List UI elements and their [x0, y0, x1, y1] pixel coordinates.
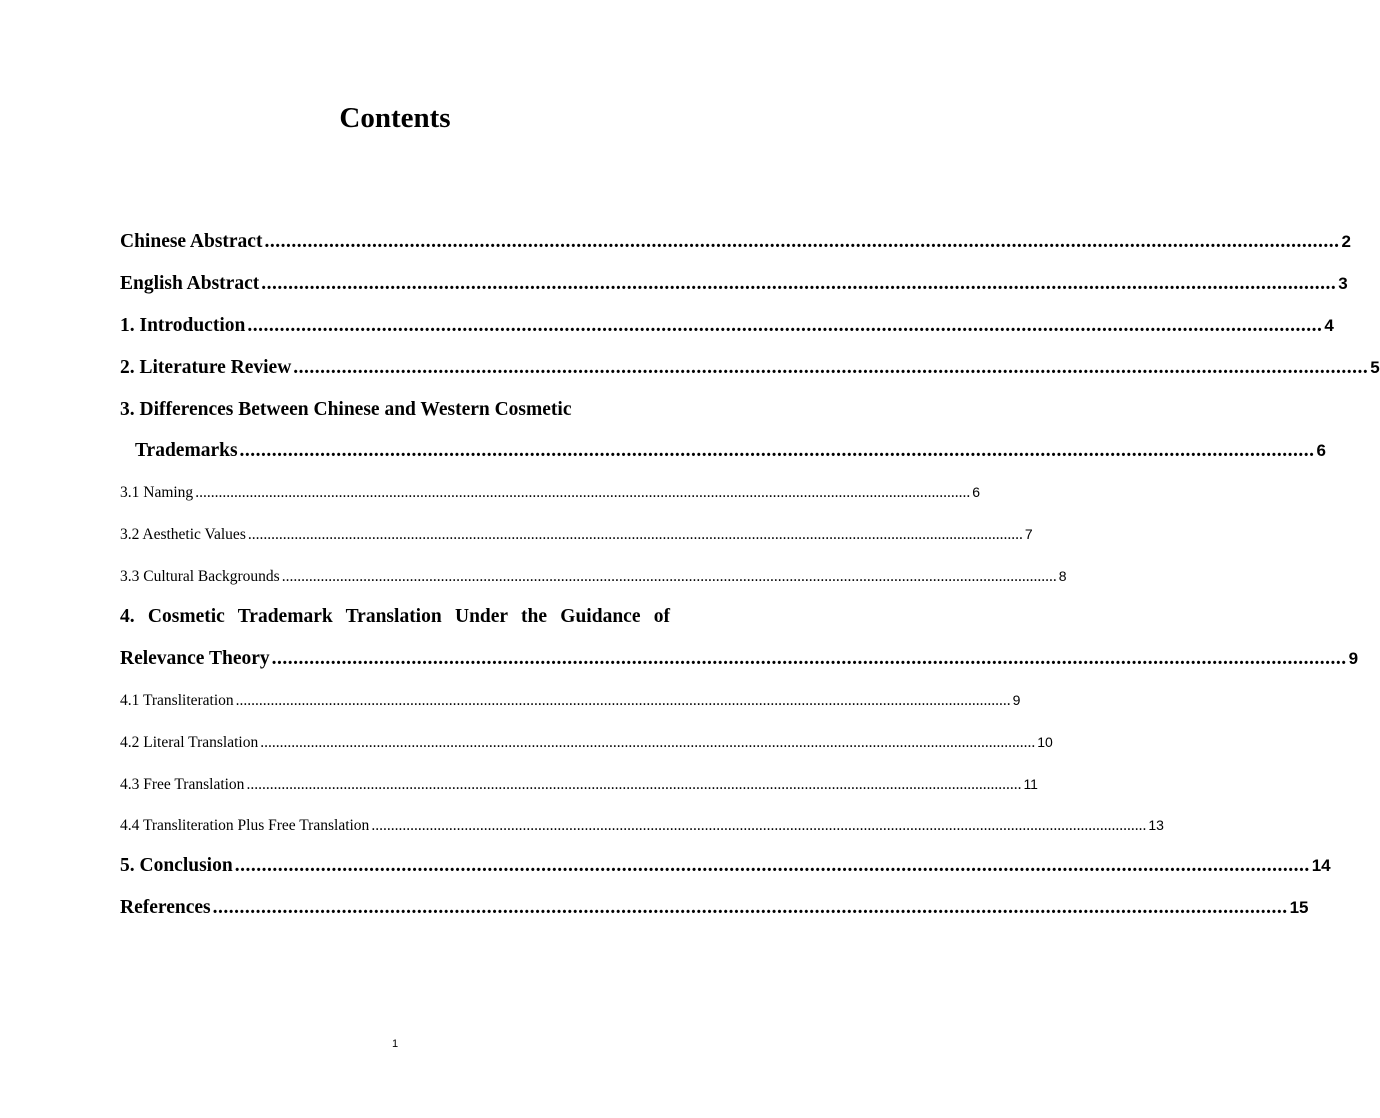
toc-entry-page: 11	[1023, 776, 1038, 792]
toc-entry-page: 4	[1324, 316, 1334, 335]
dot-leader: ........................................................................................................................................................................................................	[281, 568, 1057, 585]
dot-leader: ........................................................................................................................................................................................................	[235, 692, 1011, 709]
dot-leader: ........................................................................................................................................................................................................	[247, 315, 1323, 336]
toc-entry-page: 2	[1341, 232, 1351, 251]
toc-entry-4-2[interactable]	[120, 732, 1053, 753]
toc-entry-label: 4.3 Free Translation	[120, 776, 245, 793]
toc-entry-label: English Abstract	[120, 273, 260, 294]
toc-entry-label: 4.4 Transliteration Plus Free Translation	[120, 817, 370, 834]
toc-entry-references[interactable]	[120, 895, 1309, 921]
page-title: Contents	[339, 102, 451, 134]
toc-entry-english-abstract[interactable]	[120, 271, 1348, 297]
dot-leader: ........................................................................................................................................................................................................	[261, 273, 1337, 294]
toc-entry-page: 15	[1289, 898, 1309, 917]
toc-entry-conclusion[interactable]	[120, 853, 1331, 879]
toc-entry-4-1[interactable]	[120, 690, 1021, 711]
dot-leader: ........................................................................................................................................................................................................	[293, 357, 1369, 378]
toc-entry-label: Trademarks	[135, 440, 238, 461]
toc-entry-label: 3.2 Aesthetic Values	[120, 526, 246, 543]
toc-entry-chinese-abstract[interactable]	[120, 229, 1351, 255]
dot-leader: ........................................................................................................................................................................................................	[212, 897, 1288, 918]
toc-entry-label: 3.3 Cultural Backgrounds	[120, 568, 280, 585]
toc-entry-section3-line1[interactable]: 3. Differences Between Chinese and Western Cosmetic	[120, 399, 572, 420]
toc-entry-page: 5	[1370, 358, 1380, 377]
toc-entry-page: 6	[1316, 441, 1327, 460]
toc-entry-page: 9	[1348, 649, 1359, 668]
dot-leader: ........................................................................................................................................................................................................	[239, 440, 1315, 461]
toc-entry-label: 4.2 Literal Translation	[120, 734, 259, 751]
toc-entry-label: 2. Literature Review	[120, 357, 292, 378]
toc-entry-page: 8	[1058, 568, 1067, 584]
toc-entry-literature-review[interactable]	[120, 355, 1380, 381]
toc-entry-label: Chinese Abstract	[120, 231, 263, 252]
toc-entry-3-3[interactable]	[120, 566, 1067, 587]
toc-entry-page: 14	[1311, 856, 1331, 875]
dot-leader: ........................................................................................................................................................................................................	[271, 648, 1347, 669]
toc-entry-label: 5. Conclusion	[120, 855, 233, 876]
dot-leader: ........................................................................................................................................................................................................	[371, 817, 1147, 834]
toc-entry-page: 13	[1148, 817, 1164, 833]
toc-entry-label: 1. Introduction	[120, 315, 246, 336]
page-number: 1	[391, 1038, 399, 1050]
toc-entry-page: 10	[1037, 734, 1053, 750]
toc-entry-label: 3.1 Naming	[120, 484, 194, 501]
toc-entry-label: Relevance Theory	[120, 648, 270, 669]
toc-entry-4-3[interactable]	[120, 774, 1038, 795]
toc-entry-3-1[interactable]	[120, 482, 980, 503]
dot-leader: ........................................................................................................................................................................................................	[246, 776, 1022, 793]
toc-entry-4-4[interactable]	[120, 815, 1164, 836]
dot-leader: ........................................................................................................................................................................................................	[195, 484, 971, 501]
toc-entry-page: 3	[1338, 274, 1348, 293]
toc-entry-label: 4.1 Transliteration	[120, 692, 234, 709]
dot-leader: ........................................................................................................................................................................................................	[260, 734, 1036, 751]
toc-entry-section4[interactable]	[120, 646, 1359, 672]
toc-entry-section3[interactable]	[135, 438, 1327, 464]
dot-leader: ........................................................................................................................................................................................................	[234, 855, 1310, 876]
toc-entry-section4-line1[interactable]: 4. Cosmetic Trademark Translation Under the Guidance of	[120, 606, 670, 627]
toc-entry-3-2[interactable]	[120, 524, 1033, 545]
toc-entry-page: 6	[972, 484, 980, 500]
toc-entry-page: 7	[1024, 526, 1033, 542]
dot-leader: ........................................................................................................................................................................................................	[247, 526, 1023, 543]
toc-entry-page: 9	[1012, 692, 1021, 708]
toc-entry-introduction[interactable]	[120, 313, 1334, 339]
toc-entry-label: References	[120, 897, 211, 918]
dot-leader: ........................................................................................................................................................................................................	[264, 231, 1340, 252]
